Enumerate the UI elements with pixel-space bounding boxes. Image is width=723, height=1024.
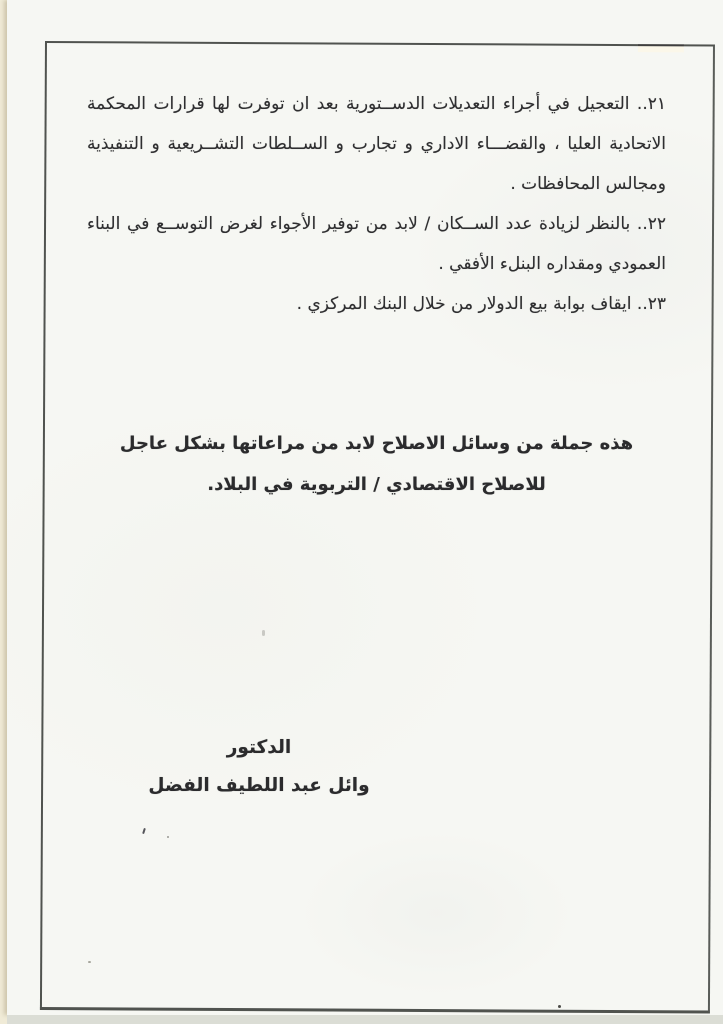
closing-statement-line-2: للاصلاح الاقتصادي / التربوية في البلاد.	[207, 474, 546, 495]
signature-name: وائل عبد اللطيف الفضل	[148, 775, 370, 796]
document-line-23-1: ٢٣.. ايقاف بوابة بيع الدولار من خلال البنك المركزي .	[296, 294, 666, 314]
scan-speck	[262, 630, 265, 636]
border-correction-mark	[638, 44, 684, 52]
document-body	[87, 84, 666, 324]
document-line-21-3: ومجالس المحافظات .	[510, 174, 666, 194]
document-line-21-2: الاتحادية العليا ، والقضـــاء الاداري و تجارب و الســلطات التشــريعية و التنفيذية	[87, 134, 666, 154]
document-line-21-1: ٢١.. التعجيل في أجراء التعديلات الدســتورية بعد ان توفرت لها قرارات المحكمة	[87, 94, 666, 114]
scanned-page	[7, 0, 723, 1015]
closing-statement-line-1: هذه جملة من وسائل الاصلاح لابد من مراعاتها بشكل عاجل	[119, 433, 634, 454]
closing-statement	[87, 423, 666, 505]
scan-bottom-edge	[7, 1015, 723, 1024]
document-line-22-2: العمودي ومقداره البنلء الأفقي .	[438, 254, 666, 274]
scan-speck	[88, 961, 91, 963]
document-line-22-1: ٢٢.. بالنظر لزيادة عدد الســكان / لابد من توفير الأجواء لغرض التوســع في البناء	[87, 214, 666, 234]
scan-speck	[167, 836, 169, 838]
signature-title: الدكتور	[226, 737, 292, 758]
signature-block	[139, 729, 379, 805]
scan-speck	[558, 1005, 561, 1008]
